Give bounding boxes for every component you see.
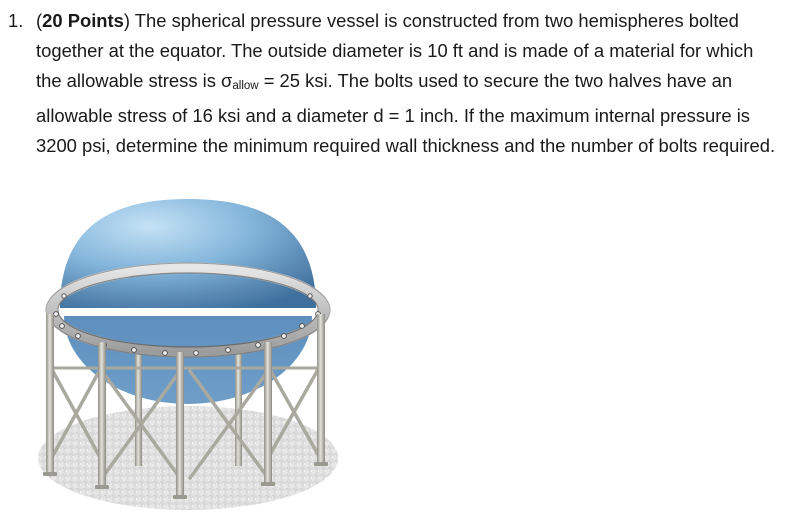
spherical-pressure-vessel-illustration bbox=[30, 196, 340, 512]
support-leg bbox=[264, 342, 272, 484]
support-leg bbox=[317, 314, 325, 464]
support-leg bbox=[135, 354, 142, 466]
pressure-vessel-figure bbox=[30, 196, 340, 512]
bolt bbox=[256, 343, 261, 348]
problem-statement bbox=[8, 6, 780, 161]
bolt bbox=[194, 351, 199, 356]
bolt bbox=[60, 324, 65, 329]
bolt bbox=[76, 334, 81, 339]
support-leg bbox=[176, 352, 184, 497]
bolt bbox=[54, 312, 59, 317]
sigma-subscript: allow bbox=[232, 80, 259, 92]
problem-text-part1: The spherical pressure vessel is constructed from two hemispheres bolted together at the equator. The outside diameter is 10 ft and is made of a material for which the allowable stress is bbox=[36, 10, 754, 91]
problem-text bbox=[36, 6, 780, 161]
problem-text-part2: = 25 ksi. The bolts used to secure the two halves have an allowable stress of 16 ksi and a diameter d = 1 inch. If the maximum internal pressure is 3200 psi, determine the minimum required wall thickness and the number of bolts required. bbox=[36, 70, 776, 156]
close-paren: ) bbox=[123, 10, 131, 31]
sigma-symbol: σ bbox=[221, 70, 233, 91]
support-leg bbox=[98, 342, 106, 487]
points-label: 20 Points bbox=[42, 10, 124, 31]
bolt bbox=[163, 351, 168, 356]
bolt bbox=[282, 334, 287, 339]
bolt bbox=[308, 294, 312, 298]
support-leg bbox=[46, 314, 54, 474]
bolt bbox=[132, 348, 137, 353]
upper-hemisphere bbox=[60, 199, 316, 308]
open-paren: ( bbox=[36, 10, 43, 31]
bolt bbox=[62, 294, 66, 298]
ground-base bbox=[38, 406, 338, 510]
bolt bbox=[300, 324, 305, 329]
bolt bbox=[226, 348, 231, 353]
problem-number: 1. bbox=[8, 10, 24, 31]
